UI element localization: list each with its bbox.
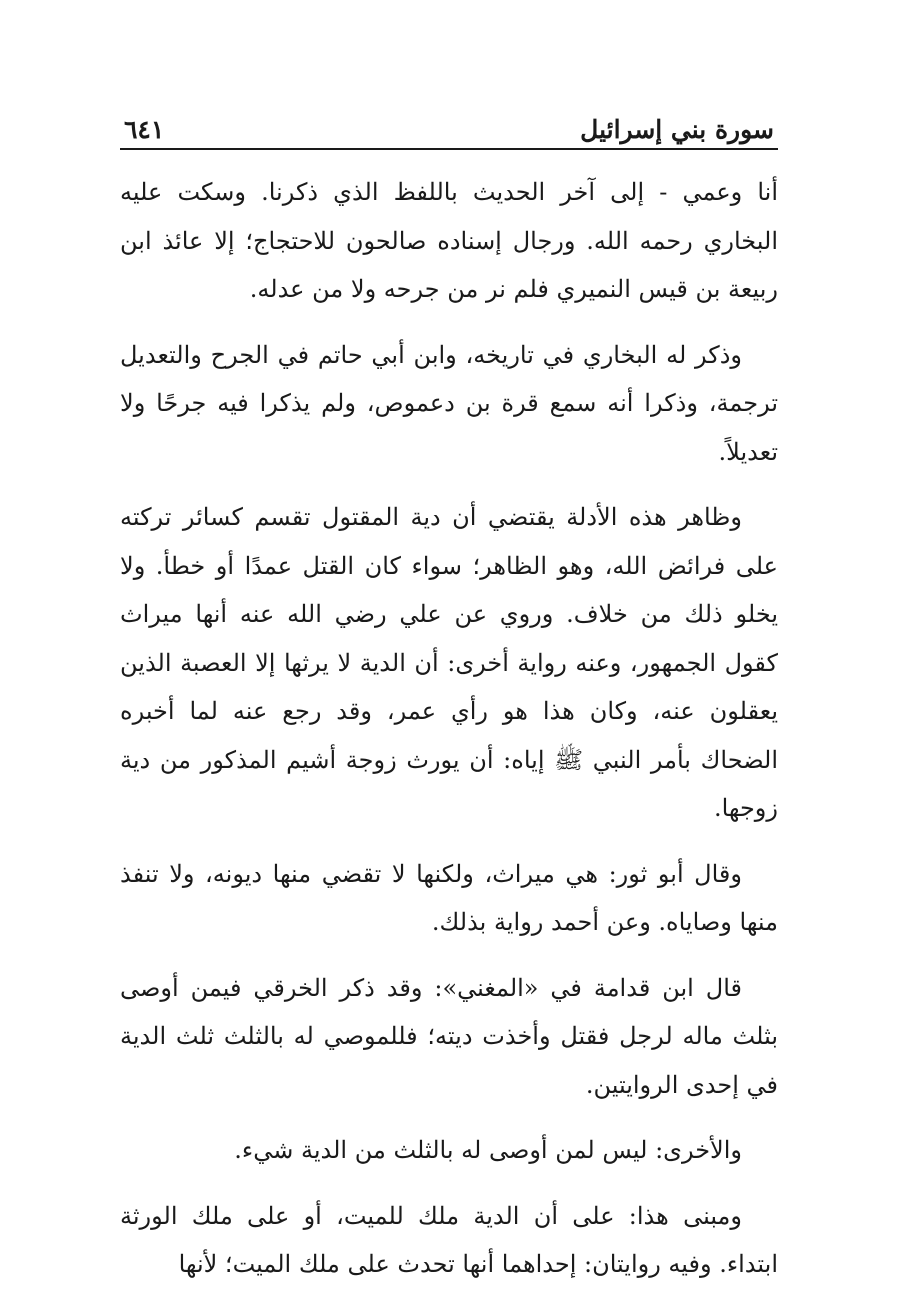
paragraph: وقال أبو ثور: هي ميراث، ولكنها لا تقضي منها ديونه، ولا تنفذ منها وصاياه. وعن أحمد رواية بذلك. [120, 859, 778, 936]
running-header [120, 100, 778, 150]
paragraph: والأخرى: ليس لمن أوصى له بالثلث من الدية شيء. [234, 1136, 742, 1164]
paragraph: أنا وعمي - إلى آخر الحديث باللفظ الذي ذكرنا. وسكت عليه البخاري رحمه الله. ورجال إسناده صالحون للاحتجاج؛ إلا عائذ ابن ربيعة بن قيس النميري فلم نر من جرحه ولا من عدله. [120, 178, 778, 303]
paragraph: قال ابن قدامة في «المغني»: وقد ذكر الخرقي فيمن أوصى بثلث ماله لرجل فقتل وأخذت ديته؛ فللموصي له بالثلث ثلث الدية في إحدى الروايتين. [120, 973, 778, 1099]
paragraph: وظاهر هذه الأدلة يقتضي أن دية المقتول تقسم كسائر تركته على فرائض الله، وهو الظاهر؛ سواء كان القتل عمدًا أو خطأ. ولا يخلو ذلك من خلاف. وروي عن علي رضي الله عنه أنها ميراث كقول الجمهور، وعنه رواية أخرى: أن الدية لا يرثها إلا العصبة الذين يعقلون عنه، وكان هذا هو رأي عمر، وقد رجع عنه لما أخبره الضحاك بأمر النبي ﷺ إياه: أن يورث زوجة أشيم المذكور من دية زوجها. [120, 503, 779, 822]
body-text [120, 150, 778, 1289]
book-page [120, 100, 778, 1306]
running-title: سورة بني إسرائيل [580, 115, 774, 144]
page-number: ٦٤١ [124, 115, 165, 144]
paragraph: ومبنى هذا: على أن الدية ملك للميت، أو على ملك الورثة ابتداء. وفيه روايتان: إحداهما أنها تحدث على ملك الميت؛ لأنها [120, 1201, 778, 1278]
paragraph: وذكر له البخاري في تاريخه، وابن أبي حاتم في الجرح والتعديل ترجمة، وذكرا أنه سمع قرة بن دعموص، ولم يذكرا فيه جرحًا ولا تعديلاً. [120, 340, 778, 466]
